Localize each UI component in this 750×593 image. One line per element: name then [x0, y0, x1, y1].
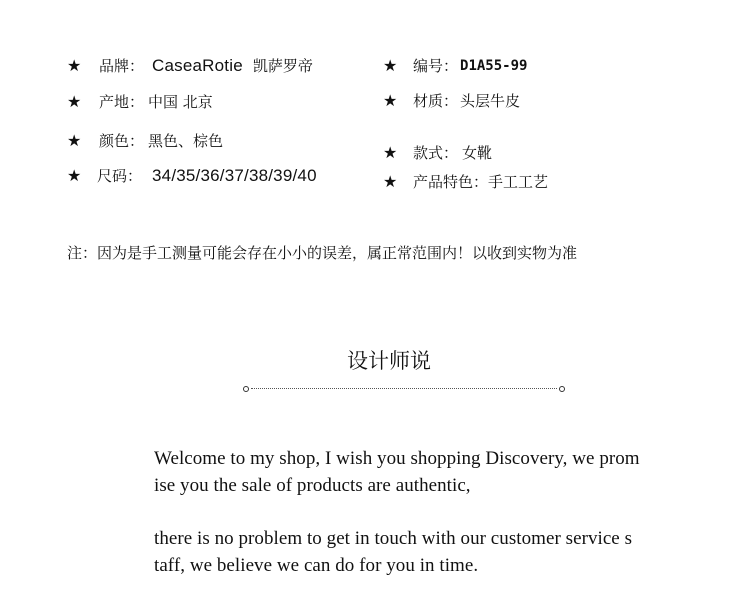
brand-value: CaseaRotie: [152, 56, 243, 75]
style-value: 女靴: [462, 144, 493, 162]
spec-item-origin: [67, 92, 213, 112]
material-label: 材质：: [413, 92, 459, 110]
spec-item-model: [383, 56, 527, 76]
color-value: 黑色、棕色: [148, 132, 224, 150]
model-value: D1A55-99: [460, 58, 528, 74]
star-icon: ★: [383, 143, 398, 162]
feature-label: 产品特色：: [413, 173, 489, 191]
divider-right-circle-icon: [559, 386, 565, 392]
divider-left-circle-icon: [243, 386, 249, 392]
spec-item-feature: [383, 172, 548, 192]
style-label: 款式：: [413, 144, 459, 162]
paragraph-2-line-1: there is no problem to get in touch with our customer service s: [154, 528, 633, 549]
star-icon: ★: [67, 166, 82, 185]
star-icon: ★: [383, 56, 398, 75]
material-value: 头层牛皮: [460, 92, 521, 110]
color-label: 颜色：: [99, 132, 145, 150]
model-label: 编号：: [413, 57, 459, 75]
designer-paragraph-1: [154, 445, 654, 499]
designer-section-title: 设计师说: [347, 349, 431, 373]
brand-value-cn: 凯萨罗帝: [252, 57, 313, 75]
origin-value: 中国 北京: [148, 93, 213, 111]
origin-label: 产地：: [99, 93, 145, 111]
spec-item-style: [383, 143, 492, 163]
spec-item-color: [67, 131, 223, 151]
spec-item-size: [67, 166, 317, 186]
size-label: 尺码：: [97, 167, 143, 185]
star-icon: ★: [67, 131, 82, 150]
paragraph-2-line-2: taff, we believe we can do for you in time.: [154, 555, 479, 576]
size-value: 34/35/36/37/38/39/40: [152, 166, 317, 185]
spec-item-brand: [67, 56, 313, 76]
paragraph-1-line-2: ise you the sale of products are authentic,: [154, 475, 471, 496]
designer-paragraph-2: [154, 525, 654, 579]
spec-item-material: [383, 91, 520, 111]
star-icon: ★: [67, 56, 82, 75]
title-divider: [246, 386, 562, 390]
star-icon: ★: [67, 92, 82, 111]
paragraph-1-line-1: Welcome to my shop, I wish you shopping Discovery, we prom: [154, 448, 640, 469]
divider-dotted-line: [251, 388, 557, 389]
star-icon: ★: [383, 91, 398, 110]
star-icon: ★: [383, 172, 398, 191]
brand-label: 品牌：: [99, 57, 145, 75]
feature-value: 手工工艺: [488, 173, 549, 191]
measurement-note: 注：因为是手工测量可能会存在小小的误差，属正常范围内！以收到实物为准: [67, 244, 578, 262]
